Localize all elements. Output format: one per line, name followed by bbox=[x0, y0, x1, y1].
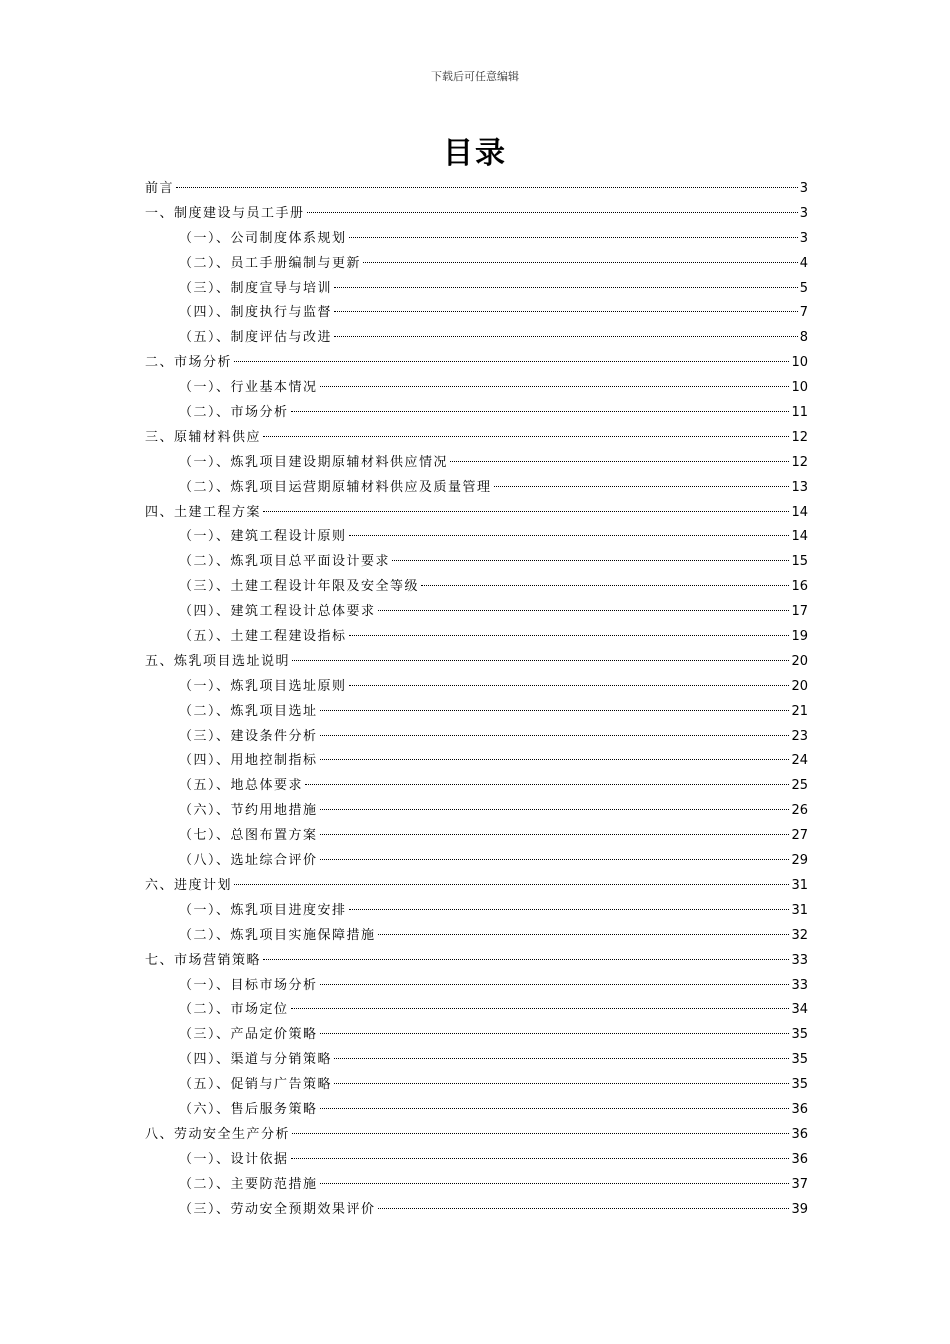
toc-entry-text: （八）、选址综合评价 bbox=[179, 853, 318, 869]
toc-entry-text: 四、土建工程方案 bbox=[145, 504, 262, 520]
toc-page-number: 14 bbox=[791, 504, 808, 520]
toc-page-number: 8 bbox=[799, 330, 808, 346]
toc-dot-leader bbox=[263, 511, 789, 512]
toc-page-number: 35 bbox=[791, 1027, 808, 1043]
toc-entry-text: （五）、促销与广告策略 bbox=[179, 1077, 333, 1093]
toc-entry[interactable] bbox=[145, 824, 808, 849]
toc-dot-leader bbox=[320, 809, 790, 810]
toc-entry[interactable] bbox=[145, 1048, 808, 1073]
toc-page-number: 12 bbox=[791, 429, 808, 445]
toc-entry-text: （一）、建筑工程设计原则 bbox=[179, 529, 347, 545]
toc-entry[interactable] bbox=[145, 600, 808, 625]
toc-dot-leader bbox=[320, 386, 790, 387]
toc-dot-leader bbox=[349, 535, 790, 536]
toc-entry-text: （二）、主要防范措施 bbox=[179, 1176, 318, 1192]
toc-entry[interactable] bbox=[145, 501, 808, 526]
toc-page-number: 26 bbox=[791, 803, 808, 819]
toc-entry[interactable] bbox=[145, 1073, 808, 1098]
toc-dot-leader bbox=[291, 1158, 790, 1159]
toc-entry[interactable] bbox=[145, 426, 808, 451]
toc-page-number: 14 bbox=[791, 529, 808, 545]
toc-page-number: 39 bbox=[791, 1201, 808, 1217]
toc-page-number: 15 bbox=[791, 554, 808, 570]
toc-entry[interactable] bbox=[145, 774, 808, 799]
toc-page-number: 5 bbox=[799, 280, 808, 296]
toc-entry-text: 三、原辅材料供应 bbox=[145, 429, 262, 445]
toc-entry-text: （三）、劳动安全预期效果评价 bbox=[179, 1201, 376, 1217]
toc-dot-leader bbox=[349, 237, 798, 238]
toc-entry[interactable] bbox=[145, 301, 808, 326]
toc-entry-text: （五）、地总体要求 bbox=[179, 778, 304, 794]
toc-page-number: 17 bbox=[791, 604, 808, 620]
toc-entry[interactable] bbox=[145, 675, 808, 700]
toc-entry-text: （一）、行业基本情况 bbox=[179, 380, 318, 396]
toc-entry-text: （一）、炼乳项目进度安排 bbox=[179, 902, 347, 918]
toc-dot-leader bbox=[292, 660, 789, 661]
toc-page-number: 3 bbox=[799, 181, 808, 196]
toc-entry-text: （二）、市场分析 bbox=[179, 405, 289, 421]
toc-dot-leader bbox=[320, 859, 790, 860]
toc-dot-leader bbox=[378, 610, 790, 611]
toc-entry[interactable] bbox=[145, 252, 808, 277]
toc-dot-leader bbox=[334, 287, 798, 288]
toc-dot-leader bbox=[320, 1108, 790, 1109]
header-note: 下载后可任意编辑 bbox=[431, 70, 519, 83]
toc-entry[interactable] bbox=[145, 625, 808, 650]
toc-entry-text: （五）、土建工程建设指标 bbox=[179, 629, 347, 645]
toc-page-number: 31 bbox=[791, 902, 808, 918]
toc-dot-leader bbox=[392, 560, 789, 561]
toc-page-number: 33 bbox=[791, 977, 808, 993]
toc-dot-leader bbox=[349, 909, 790, 910]
toc-entry-text: （二）、市场定位 bbox=[179, 1002, 289, 1018]
toc-dot-leader bbox=[320, 1183, 790, 1184]
toc-entry[interactable] bbox=[145, 401, 808, 426]
toc-dot-leader bbox=[176, 187, 798, 188]
toc-entry[interactable] bbox=[145, 1123, 808, 1148]
toc-entry-text: 二、市场分析 bbox=[145, 355, 233, 371]
toc-page-number: 7 bbox=[799, 305, 808, 321]
toc-entry-text: （一）、目标市场分析 bbox=[179, 977, 318, 993]
toc-page-number: 24 bbox=[791, 753, 808, 769]
toc-dot-leader bbox=[307, 212, 798, 213]
toc-entry-text: （六）、售后服务策略 bbox=[179, 1101, 318, 1117]
toc-entry[interactable] bbox=[145, 525, 808, 550]
toc-entry[interactable] bbox=[145, 376, 808, 401]
toc-dot-leader bbox=[320, 710, 790, 711]
toc-entry-text: （二）、炼乳项目实施保障措施 bbox=[179, 927, 376, 943]
toc-page-number: 4 bbox=[799, 255, 808, 271]
toc-entry[interactable] bbox=[145, 227, 808, 252]
toc-entry[interactable] bbox=[145, 998, 808, 1023]
toc-entry[interactable] bbox=[145, 550, 808, 575]
toc-entry[interactable] bbox=[145, 1023, 808, 1048]
toc-page-number: 31 bbox=[791, 877, 808, 893]
toc-dot-leader bbox=[334, 311, 798, 312]
toc-entry[interactable] bbox=[145, 749, 808, 774]
toc-entry-text: （二）、炼乳项目选址 bbox=[179, 703, 318, 719]
toc-entry-text: （二）、炼乳项目运营期原辅材料供应及质量管理 bbox=[179, 479, 492, 495]
toc-entry-text: （四）、制度执行与监督 bbox=[179, 305, 333, 321]
toc-page-number: 36 bbox=[791, 1126, 808, 1142]
toc-dot-leader bbox=[320, 984, 790, 985]
toc-dot-leader bbox=[292, 1133, 789, 1134]
toc-dot-leader bbox=[334, 1083, 789, 1084]
toc-page-number: 36 bbox=[791, 1151, 808, 1167]
toc-entry[interactable] bbox=[145, 1198, 808, 1223]
toc-entry[interactable] bbox=[145, 177, 808, 202]
toc-entry[interactable] bbox=[145, 451, 808, 476]
toc-entry[interactable] bbox=[145, 949, 808, 974]
toc-dot-leader bbox=[421, 585, 789, 586]
toc-dot-leader bbox=[378, 1208, 790, 1209]
toc-entry-text: 前言 bbox=[145, 181, 175, 196]
toc-dot-leader bbox=[234, 361, 789, 362]
toc-entry-text: 一、制度建设与员工手册 bbox=[145, 205, 305, 221]
toc-entry[interactable] bbox=[145, 650, 808, 675]
toc-page-number: 10 bbox=[791, 380, 808, 396]
toc-entry[interactable] bbox=[145, 700, 808, 725]
toc-page-number: 36 bbox=[791, 1101, 808, 1117]
toc-page-number: 33 bbox=[791, 952, 808, 968]
toc-dot-leader bbox=[334, 1058, 789, 1059]
toc-entry-text: 八、劳动安全生产分析 bbox=[145, 1126, 291, 1142]
toc-entry-text: 七、市场营销策略 bbox=[145, 952, 262, 968]
toc-entry-text: （三）、制度宣导与培训 bbox=[179, 280, 333, 296]
toc-page-number: 35 bbox=[791, 1077, 808, 1093]
toc-dot-leader bbox=[363, 262, 798, 263]
toc-entry-text: 六、进度计划 bbox=[145, 877, 233, 893]
toc-page-number: 25 bbox=[791, 778, 808, 794]
toc-page-number: 20 bbox=[791, 678, 808, 694]
toc-entry[interactable] bbox=[145, 924, 808, 949]
toc-entry[interactable] bbox=[145, 1173, 808, 1198]
toc-page-number: 10 bbox=[791, 355, 808, 371]
toc-page-number: 3 bbox=[799, 205, 808, 221]
toc-page-number: 13 bbox=[791, 479, 808, 495]
toc-entry-text: （三）、土建工程设计年限及安全等级 bbox=[179, 579, 420, 595]
toc-dot-leader bbox=[334, 336, 798, 337]
toc-entry-text: （四）、用地控制指标 bbox=[179, 753, 318, 769]
toc-page-number: 37 bbox=[791, 1176, 808, 1192]
toc-dot-leader bbox=[349, 685, 790, 686]
toc-entry-text: （二）、员工手册编制与更新 bbox=[179, 255, 362, 271]
table-of-contents bbox=[145, 177, 808, 1222]
toc-entry[interactable] bbox=[145, 1148, 808, 1173]
toc-dot-leader bbox=[320, 759, 790, 760]
toc-entry[interactable] bbox=[145, 575, 808, 600]
toc-entry-text: （一）、炼乳项目选址原则 bbox=[179, 678, 347, 694]
toc-entry-text: （六）、节约用地措施 bbox=[179, 803, 318, 819]
toc-entry[interactable] bbox=[145, 849, 808, 874]
toc-entry[interactable] bbox=[145, 874, 808, 899]
toc-entry-text: （五）、制度评估与改进 bbox=[179, 330, 333, 346]
toc-page-number: 29 bbox=[791, 853, 808, 869]
toc-dot-leader bbox=[494, 486, 790, 487]
toc-dot-leader bbox=[305, 784, 789, 785]
toc-dot-leader bbox=[378, 934, 790, 935]
toc-dot-leader bbox=[320, 735, 790, 736]
toc-entry-text: （一）、设计依据 bbox=[179, 1151, 289, 1167]
toc-page-number: 34 bbox=[791, 1002, 808, 1018]
toc-entry[interactable] bbox=[145, 326, 808, 351]
toc-entry[interactable] bbox=[145, 476, 808, 501]
toc-dot-leader bbox=[234, 884, 789, 885]
page-title: 目录 bbox=[443, 136, 507, 171]
toc-dot-leader bbox=[291, 1008, 790, 1009]
toc-entry-text: （一）、炼乳项目建设期原辅材料供应情况 bbox=[179, 454, 449, 470]
toc-page-number: 21 bbox=[791, 703, 808, 719]
toc-entry-text: 五、炼乳项目选址说明 bbox=[145, 653, 291, 669]
toc-entry[interactable] bbox=[145, 351, 808, 376]
toc-entry[interactable] bbox=[145, 974, 808, 999]
toc-entry-text: （四）、建筑工程设计总体要求 bbox=[179, 604, 376, 620]
toc-page-number: 32 bbox=[791, 927, 808, 943]
toc-page-number: 3 bbox=[799, 230, 808, 246]
toc-page-number: 12 bbox=[791, 454, 808, 470]
toc-dot-leader bbox=[320, 834, 790, 835]
toc-entry-text: （四）、渠道与分销策略 bbox=[179, 1052, 333, 1068]
toc-dot-leader bbox=[291, 411, 790, 412]
toc-entry-text: （三）、建设条件分析 bbox=[179, 728, 318, 744]
toc-entry-text: （七）、总图布置方案 bbox=[179, 828, 318, 844]
toc-entry[interactable] bbox=[145, 1098, 808, 1123]
toc-entry[interactable] bbox=[145, 725, 808, 750]
toc-entry[interactable] bbox=[145, 799, 808, 824]
toc-entry-text: （三）、产品定价策略 bbox=[179, 1027, 318, 1043]
toc-entry[interactable] bbox=[145, 899, 808, 924]
toc-page-number: 11 bbox=[791, 405, 808, 421]
toc-entry-text: （二）、炼乳项目总平面设计要求 bbox=[179, 554, 391, 570]
toc-entry-text: （一）、公司制度体系规划 bbox=[179, 230, 347, 246]
toc-dot-leader bbox=[263, 436, 789, 437]
toc-page-number: 35 bbox=[791, 1052, 808, 1068]
toc-page-number: 16 bbox=[791, 579, 808, 595]
toc-dot-leader bbox=[349, 635, 790, 636]
toc-dot-leader bbox=[450, 461, 789, 462]
toc-entry[interactable] bbox=[145, 277, 808, 302]
toc-page-number: 23 bbox=[791, 728, 808, 744]
toc-page-number: 27 bbox=[791, 828, 808, 844]
toc-dot-leader bbox=[263, 959, 789, 960]
toc-page-number: 20 bbox=[791, 653, 808, 669]
toc-entry[interactable] bbox=[145, 202, 808, 227]
toc-dot-leader bbox=[320, 1033, 790, 1034]
toc-page-number: 19 bbox=[791, 629, 808, 645]
